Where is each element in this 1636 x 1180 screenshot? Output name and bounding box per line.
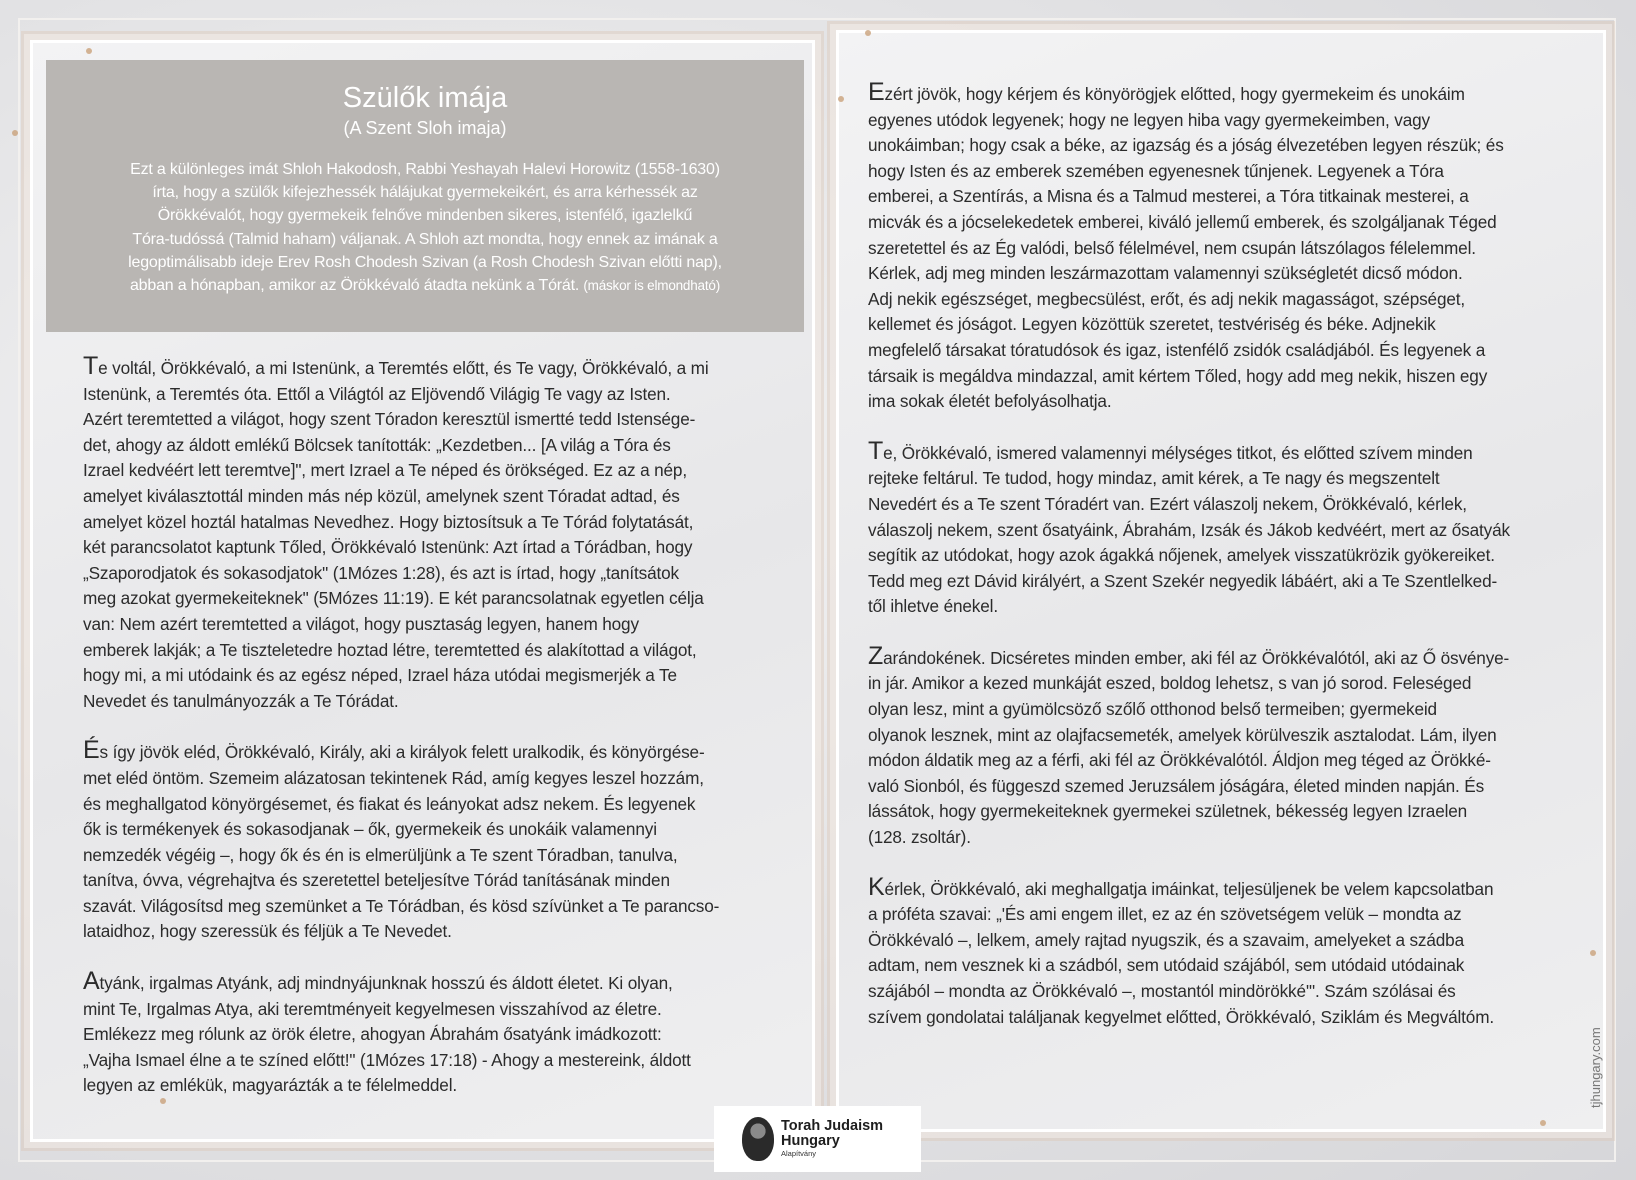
- drop-cap: É: [83, 736, 100, 765]
- foundation-logo: [714, 1106, 921, 1172]
- left-text-column: [83, 352, 773, 1125]
- website-url: tjhungary.com: [1588, 1027, 1603, 1108]
- gold-flake-decoration: [86, 48, 92, 54]
- gold-flake-decoration: [12, 130, 18, 136]
- text-line: e, Örökkévaló, ismered valamennyi mélységes titkot, és előtted szívem minden: [883, 442, 1473, 463]
- intro-line: Ezt a különleges imát Shloh Hakodosh, Rabbi Yeshayah Halevi Horowitz (1558-1630): [130, 161, 720, 178]
- drop-cap: T: [868, 436, 884, 465]
- text-line: rejteke feltárul. Te tudod, hogy mindaz, amit kérek, a Te nagy és megszentelt: [868, 468, 1440, 489]
- text-line: től ihletve énekel.: [868, 596, 998, 617]
- text-line: det, ahogy az áldott emlékű Bölcsek tanították: „Kezdetben... [A világ a Tóra és: [83, 434, 671, 455]
- gold-flake-decoration: [865, 30, 871, 36]
- text-line: Örökkévaló –, lelkem, amely rajtad nyugszik, és a szavaim, amelyeket a szádba: [868, 929, 1465, 950]
- text-line: micvák és a jócselekedetek emberei, kiváló jellemű emberek, és szolgáljanak Téged: [868, 211, 1497, 232]
- drop-cap: T: [83, 352, 99, 380]
- text-line: szavát. Világosítsd meg szemünket a Te Tórádban, és kösd szívünket a Te parancso-: [83, 895, 720, 916]
- text-line: két parancsolatot kaptunk Tőled, Örökkévaló Istenünk: Azt írtad a Tórádban, hogy: [83, 537, 693, 558]
- text-line: adtam, nem vesznek ki a szádból, sem utódaid szájából, sem utódaid utódainak: [868, 955, 1465, 976]
- text-line: tyánk, irgalmas Atyánk, adj mindnyájunknak hosszú és áldott életet. Ki olyan,: [99, 973, 673, 994]
- drop-cap: E: [868, 78, 885, 106]
- text-line: emberei, a Szentírás, a Misna és a Talmud mesterei, a Tóra titkainak mesterei, a: [868, 186, 1469, 207]
- text-line: Adj nekik egészséget, megbecsülést, erőt, és adj nekik magasságot, szépséget,: [868, 288, 1466, 309]
- intro-line: abban a hónapban, amikor az Örökkévaló átadta nekünk a Tórát.: [129, 277, 580, 295]
- gold-flake-decoration: [838, 96, 844, 102]
- text-line: amelyet kiválasztottál minden más nép közül, amelynek szent Tóradat adtad, és: [83, 485, 680, 506]
- text-line: „Szaporodjatok és sokasodjatok" (1Mózes 1:28), és azt is írtad, hogy „tanítsátok: [83, 562, 679, 583]
- text-line: ima sokak életét befolyásolhatja.: [868, 391, 1112, 412]
- text-line: Emlékezz meg rólunk az örök életre, ahogyan Ábrahám ősatyánk imádkozott:: [83, 1024, 662, 1045]
- text-line: tanítva, óvva, végrehajtva és szeretettel beteljesítve Tórád tanításának minden: [83, 870, 670, 891]
- text-line: meg azokat gyermekeiteknek" (5Mózes 11:19). E két parancsolatnak egyetlen célja: [83, 588, 704, 609]
- text-line: ők is termékenyek és sokasodjanak – ők, gyermekeik és unokáik valamennyi: [83, 819, 657, 840]
- text-line: unokáimban; hogy csak a béke, az igazság és a jóság élvezetében legyen részük; és: [868, 135, 1504, 156]
- text-line: lataidhoz, hogy szeressük és féljük a Te Nevedet.: [83, 921, 452, 942]
- logo-subtitle: Alapítvány: [781, 1149, 817, 1158]
- right-text-column: [868, 78, 1568, 1056]
- text-line: „Vajha Ismael élne a te színed előtt!" (1Mózes 17:18) - Ahogy a mestereink, áldott: [83, 1049, 691, 1070]
- text-line: érlek, Örökkévaló, aki meghallgatja imáinkat, teljesüljenek be velem kapcsolatban: [884, 878, 1494, 899]
- logo-name-line2: Hungary: [781, 1133, 840, 1149]
- prayer-paragraph: [83, 967, 773, 1099]
- text-line: társaik is megáldva mindazzal, amit kértem Tőled, hogy add meg nekik, hiszen egy: [868, 365, 1488, 386]
- text-line: segítik az utódokat, hogy azok ágakká nőjenek, amelyek visszatükrözik gyökereiket.: [868, 545, 1495, 566]
- text-line: megfelelő társakat tóratudósok és igaz, istenfélő zsidók családjából. És legyenek a: [868, 339, 1486, 360]
- page-subtitle: (A Szent Sloh imaja): [343, 118, 507, 138]
- gold-flake-decoration: [1540, 1120, 1546, 1126]
- intro-header-box: [46, 60, 804, 332]
- text-line: való Sionból, és függeszd szemed Jeruzsálem jóságára, életed minden napján. És: [868, 775, 1485, 796]
- prayer-paragraph: [868, 436, 1568, 620]
- prayer-paragraph: [868, 78, 1568, 415]
- text-line: met eléd öntöm. Szemeim alázatosan tekintenek Rád, amíg kegyes leszel hozzám,: [83, 767, 704, 788]
- text-line: e voltál, Örökkévaló, a mi Istenünk, a Teremtés előtt, és Te vagy, Örökkévaló, a mi: [98, 358, 709, 378]
- portrait-logo-icon: [742, 1117, 774, 1161]
- logo-name-line1: Torah Judaism: [781, 1118, 884, 1134]
- text-line: olyan lesz, mint a gyümölcsöző szőlő otthonod belső termeiben; gyermekeid: [868, 699, 1437, 720]
- text-line: szívem gondolatai találjanak kegyelmet előtted, Örökkévaló, Sziklám és Megváltóm.: [868, 1006, 1494, 1027]
- text-line: arándokének. Dicséretes minden ember, aki fél az Örökkévalótól, aki az Ő ösvénye-: [883, 647, 1510, 668]
- text-line: s így jövök eléd, Örökkévaló, Király, aki a királyok felett uralkodik, és könyörgése-: [99, 742, 705, 763]
- page-title: Szülők imája: [342, 82, 508, 114]
- text-line: legyen az emlékük, magyarázták a te félelmeddel.: [83, 1075, 457, 1096]
- drop-cap: A: [83, 967, 100, 996]
- text-line: szeretettel és az Ég valódi, belső félelmével, nem csupán látszólagos félelemmel.: [868, 237, 1476, 258]
- prayer-paragraph: [83, 736, 773, 945]
- text-line: és meghallgatod könyörgésemet, és fiakat és leányokat adsz nekem. És legyenek: [83, 793, 696, 814]
- intro-line: legoptimálisabb ideje Erev Rosh Chodesh Szivan (a Rosh Chodesh Szivan előtti nap),: [128, 253, 722, 271]
- text-line: lássátok, hogy gyermekeiteknek gyermekei születnek, békesség legyen Izraelen: [868, 801, 1468, 822]
- text-line: módon áldatik meg az a férfi, aki fél az Örökkévalótól. Áldjon meg téged az Örökké-: [868, 750, 1491, 771]
- prayer-paragraph: [83, 352, 773, 714]
- logo-text: [781, 1119, 883, 1159]
- text-line: hogy mi, a mi utódaink és az egész néped, Izrael háza utódai megismerjék a Te: [83, 665, 677, 686]
- text-line: hogy Isten és az emberek szemében egyenesnek tűnjenek. Legyenek a Tóra: [868, 160, 1444, 181]
- text-line: emberek lakják; a Te tiszteletedre hoztad létre, teremtetted és alakítottad a világot,: [83, 639, 697, 660]
- text-line: Tedd meg ezt Dávid királyért, a Szent Szekér negyedik lábáért, aki a Te Szentlelked-: [868, 570, 1498, 591]
- text-line: egyenes utódok legyenek; hogy ne legyen hiba vagy gyermekeimben, vagy: [868, 109, 1430, 130]
- text-line: mint Te, Irgalmas Atya, aki teremtményeit kegyelmesen visszahívod az életre.: [83, 998, 662, 1019]
- text-line: Izrael kedvéért lett teremtve]", mert Izrael a Te néped és örökséged. Ez az a nép,: [83, 460, 687, 481]
- text-line: Azért teremtetted a világot, hogy szent Tóradon keresztül ismertté tedd Istensége-: [83, 409, 696, 430]
- text-line: Istenünk, a Teremtés óta. Ettől a Világtól az Eljövendő Világig Te vagy az Isten.: [83, 383, 671, 404]
- text-line: zért jövök, hogy kérjem és könyörögjek előtted, hogy gyermekeim és unokáim: [884, 84, 1465, 104]
- text-line: a próféta szavai: „'És ami engem illet, ez az én szövetségem velük – mondta az: [868, 904, 1462, 925]
- prayer-paragraph: [868, 872, 1568, 1031]
- drop-cap: Z: [868, 641, 884, 670]
- text-line: szájából – mondta az Örökkévaló –, mostantól mindörökké'". Szám szólásai és: [868, 981, 1456, 1001]
- text-line: in jár. Amikor a kezed munkáját eszed, boldog lehetsz, s van jó sorod. Feleséged: [868, 673, 1472, 694]
- text-line: (128. zsoltár).: [868, 827, 971, 848]
- text-line: válaszolj nekem, szent ősatyáink, Ábrahám, Izsák és Jákob kedvéért, mert az ősatyák: [868, 519, 1510, 540]
- intro-line: Tóra-tudóssá (Talmid haham) váljanak. A Shloh azt mondta, hogy ennek az imának a: [132, 230, 718, 248]
- text-line: Nevedet és tanulmányozzák a Te Tórádat.: [83, 690, 399, 711]
- intro-line: írta, hogy a szülők kifejezhessék hálájukat gyermekeikért, és arra kérhessék az: [152, 184, 698, 202]
- gold-flake-decoration: [1590, 950, 1596, 956]
- intro-line: Örökkévalót, hogy gyermekeik felnőve mindenben sikeres, istenfélő, igazlelkű: [157, 207, 693, 225]
- prayer-paragraph: [868, 641, 1568, 851]
- text-line: kellemet és jóságot. Legyen közöttük szeretet, testvériség és béke. Adjnekik: [868, 314, 1436, 335]
- drop-cap: K: [868, 872, 885, 901]
- text-line: amelyet közel hoztál hatalmas Nevedhez. Hogy biztosítsuk a Te Tórád folytatását,: [83, 511, 694, 532]
- intro-text: [82, 158, 768, 297]
- text-line: van: Nem azért teremtetted a világot, hogy pusztaság legyen, hanem hogy: [83, 613, 639, 634]
- text-line: olyanok lesznek, mint az olajfacsemeték, amelyek körülveszik asztalodat. Lám, ilyen: [868, 724, 1497, 745]
- text-line: nemzedék végéig –, hogy ők és én is elmerüljünk a Te szent Tóradban, tanulva,: [83, 844, 678, 865]
- intro-note: (máskor is elmondható): [583, 278, 721, 294]
- text-line: Kérlek, adj meg minden leszármazottam valamennyi szükségletét dicső módon.: [868, 263, 1463, 284]
- text-line: Nevedért és a Te szent Tóradért van. Ezért válaszolj nekem, Örökkévaló, kérlek,: [868, 493, 1467, 514]
